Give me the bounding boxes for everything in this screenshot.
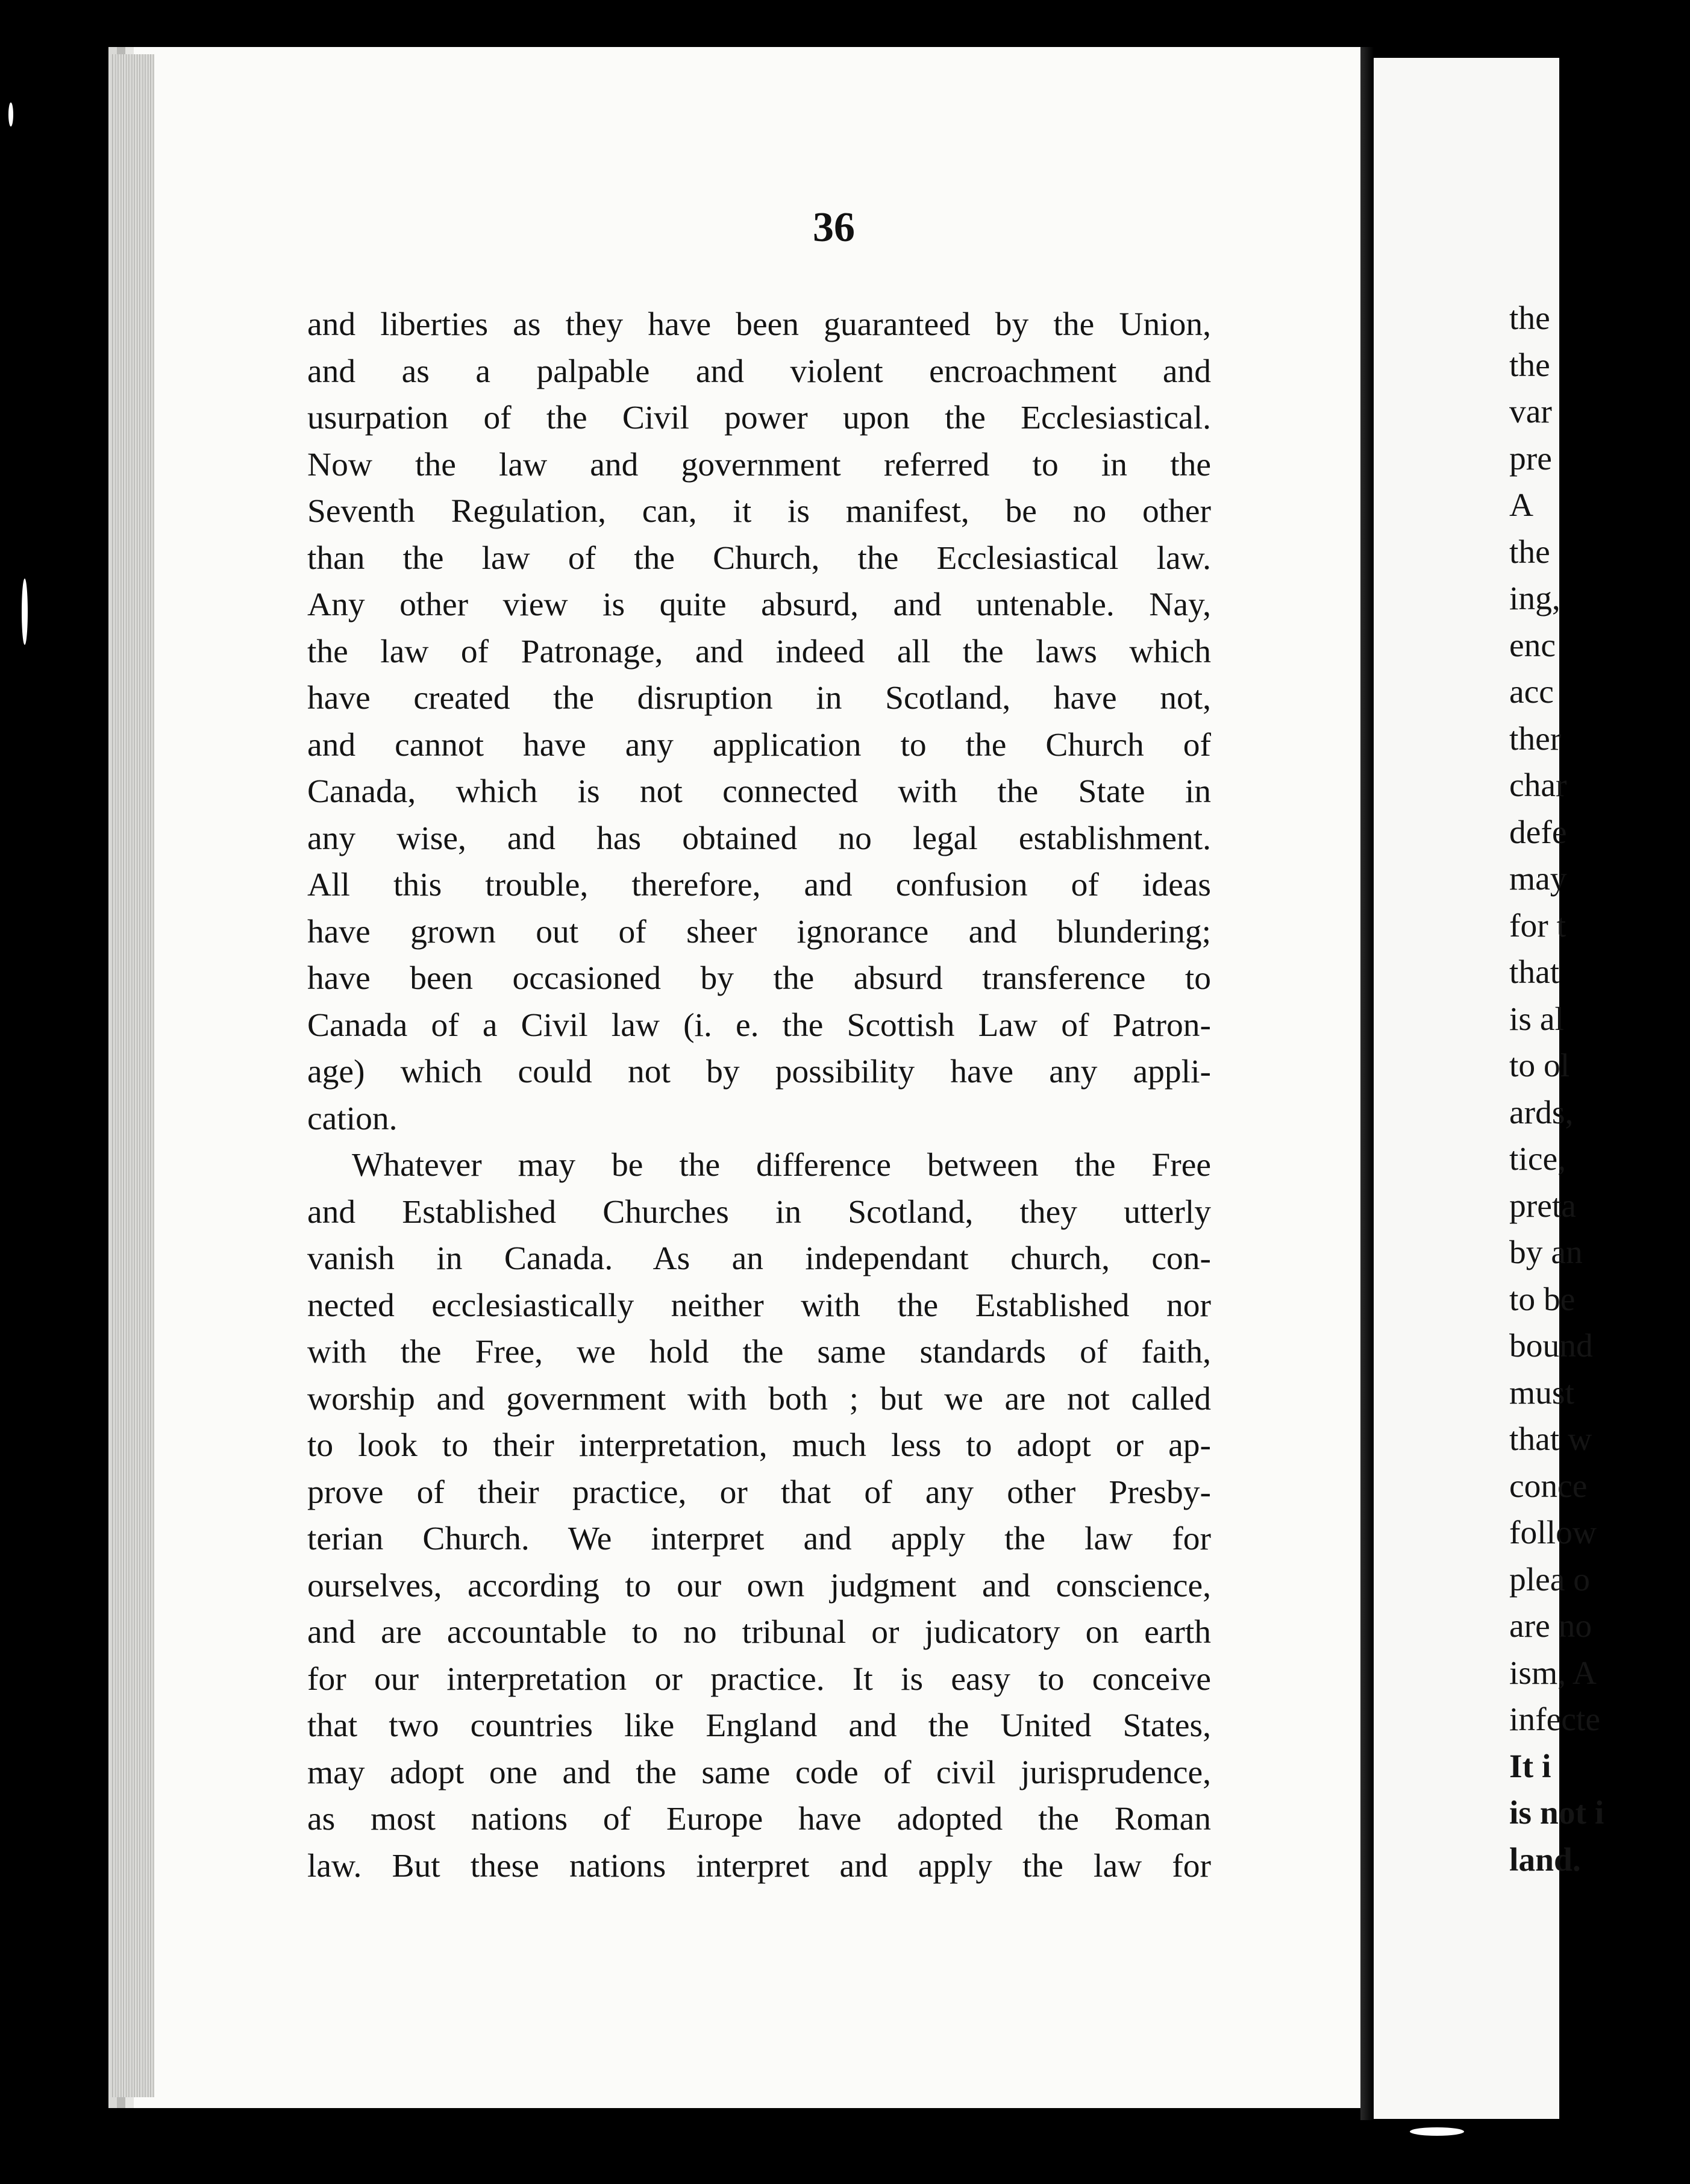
text-line: worship and government with both ; but we are not called — [307, 1380, 1211, 1417]
text-fragment: are no — [1509, 1608, 1592, 1645]
text-line: Any other view is quite absurd, and untenable. Nay, — [307, 586, 1211, 623]
text-fragment: ther — [1509, 720, 1562, 758]
text-line: for our interpretation or practice. It is easy to conceive — [307, 1660, 1211, 1698]
text-line: and liberties as they have been guaranteed by the Union, — [307, 306, 1211, 343]
text-fragment: ism, A — [1509, 1654, 1597, 1692]
text-fragment: is not i — [1509, 1795, 1604, 1831]
text-line: with the Free, we hold the same standards of faith, — [307, 1334, 1211, 1370]
text-fragment: the — [1509, 533, 1550, 571]
text-fragment: is al — [1509, 1000, 1564, 1038]
text-fragment: ards, — [1509, 1094, 1574, 1131]
text-fragment: acc — [1509, 674, 1554, 711]
text-line: and are accountable to no tribunal or judicatory on earth — [307, 1614, 1211, 1651]
text-line: to look to their interpretation, much less to adopt or ap- — [307, 1427, 1211, 1464]
right-page-text-fragments — [1509, 295, 1690, 1883]
text-line: vanish in Canada. As an independant church, con- — [307, 1240, 1211, 1277]
text-fragment: for t — [1509, 907, 1566, 944]
text-line: have been occasioned by the absurd transference to — [307, 960, 1211, 997]
text-line: nected ecclesiastically neither with the Established nor — [307, 1287, 1211, 1324]
text-line: have created the disruption in Scotland, have not, — [307, 680, 1211, 717]
text-fragment: var — [1509, 394, 1552, 430]
text-fragment: char — [1509, 767, 1567, 804]
text-line: age) which could not by possibility have any appli- — [307, 1053, 1211, 1090]
text-line: Canada of a Civil law (i. e. the Scottish Law of Patron- — [307, 1006, 1211, 1044]
text-fragment: to ol — [1509, 1047, 1570, 1084]
text-line: All this trouble, therefore, and confusion of ideas — [307, 867, 1211, 903]
text-fragment: bound — [1509, 1328, 1593, 1364]
text-fragment: the — [1509, 300, 1550, 337]
text-line: any wise, and has obtained no legal establishment. — [307, 820, 1211, 857]
text-fragment: to be — [1509, 1281, 1576, 1318]
page-edges — [112, 54, 154, 2097]
scan-speck — [8, 102, 13, 127]
text-line: law. But these nations interpret and apply the law for — [307, 1847, 1211, 1884]
page-number: 36 — [813, 204, 855, 251]
scan-speck — [22, 579, 28, 645]
text-line: Whatever may be the difference between the Free — [352, 1147, 1211, 1184]
text-line: cation. — [307, 1100, 398, 1137]
text-fragment: preta — [1509, 1187, 1576, 1225]
text-fragment: enc — [1509, 627, 1556, 664]
left-page-text — [307, 301, 1211, 1889]
text-fragment: pre — [1509, 440, 1552, 477]
text-fragment: may — [1509, 861, 1567, 897]
text-fragment: land. — [1509, 1841, 1581, 1878]
text-fragment: must — [1509, 1374, 1574, 1411]
text-line: Now the law and government referred to in the — [307, 446, 1211, 483]
text-fragment: It i — [1509, 1748, 1551, 1785]
text-line: and Established Churches in Scotland, they utterly — [307, 1193, 1211, 1231]
text-line: and cannot have any application to the Church of — [307, 726, 1211, 764]
text-line: the law of Patronage, and indeed all the laws which — [307, 633, 1211, 670]
text-fragment: conce — [1509, 1467, 1588, 1505]
text-line: may adopt one and the same code of civil jurisprudence, — [307, 1754, 1211, 1791]
text-line: have grown out of sheer ignorance and blundering; — [307, 913, 1211, 950]
text-fragment: by an — [1509, 1234, 1583, 1271]
text-fragment: plea o — [1509, 1561, 1591, 1598]
text-line: and as a palpable and violent encroachment and — [307, 353, 1211, 390]
text-line: that two countries like England and the United States, — [307, 1707, 1211, 1744]
text-fragment: the — [1509, 347, 1550, 384]
text-fragment: defe — [1509, 814, 1567, 851]
text-fragment: that — [1509, 954, 1560, 991]
scan-speck — [1410, 2127, 1464, 2136]
text-line: Canada, which is not connected with the State in — [307, 773, 1211, 810]
text-line: as most nations of Europe have adopted the Roman — [307, 1801, 1211, 1837]
text-fragment: ing, — [1509, 580, 1560, 617]
text-fragment: follow — [1509, 1514, 1597, 1551]
text-line: prove of their practice, or that of any other Presby- — [307, 1473, 1211, 1511]
text-line: terian Church. We interpret and apply the law for — [307, 1520, 1211, 1557]
text-line: Seventh Regulation, can, it is manifest, be no other — [307, 493, 1211, 530]
text-line: usurpation of the Civil power upon the Ecclesiastical. — [307, 400, 1211, 436]
text-line: than the law of the Church, the Ecclesiastical law. — [307, 539, 1211, 577]
text-fragment: tice, — [1509, 1141, 1566, 1178]
text-fragment: A — [1509, 487, 1534, 524]
text-fragment: infecte — [1509, 1701, 1600, 1738]
text-line: ourselves, according to our own judgment and conscience, — [307, 1567, 1211, 1604]
text-fragment: that w — [1509, 1421, 1592, 1458]
book-gutter — [1360, 47, 1374, 2120]
